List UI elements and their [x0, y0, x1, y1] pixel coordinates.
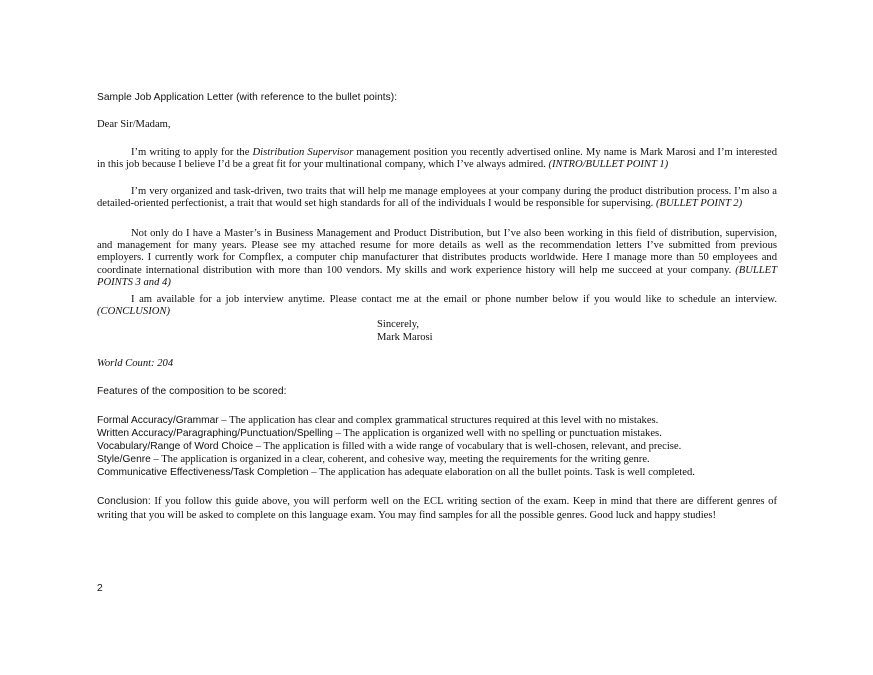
guide-conclusion — [97, 494, 777, 522]
word-count: World Count: 204 — [97, 358, 174, 369]
feature-item — [97, 452, 650, 466]
features-heading: Features of the composition to be scored: — [97, 386, 287, 397]
conclusion-note: (CONCLUSION) — [97, 306, 170, 318]
bullet-point-note-1: (INTRO/BULLET POINT 1) — [548, 159, 669, 171]
paragraph-intro-text-a: I’m writing to apply for the — [131, 147, 253, 158]
feature-text: – The application has adequate elaboration on all the bullet points. Task is well completed. — [308, 467, 695, 478]
feature-label: Style/Genre — [97, 454, 151, 465]
closing: Sincerely, — [377, 319, 419, 330]
feature-label: Communicative Effectiveness/Task Completion — [97, 467, 309, 478]
bullet-point-note-3-4: (BULLET POINTS 3 and 4) — [97, 264, 777, 288]
bullet-point-note-2: (BULLET POINT 2) — [655, 198, 743, 210]
paragraph-intro — [97, 147, 777, 171]
signature-name: Mark Marosi — [377, 332, 433, 343]
paragraph-experience — [97, 228, 777, 289]
feature-label: Formal Accuracy/Grammar — [97, 415, 219, 426]
paragraph-traits — [97, 186, 777, 210]
guide-conclusion-label: Conclusion: — [97, 496, 151, 507]
feature-label: Written Accuracy/Paragraphing/Punctuation/Spelling — [97, 428, 333, 439]
paragraph-traits-text: I’m very organized and task-driven, two traits that will help me manage employees at your company during the product distribution process. I’m also a detailed-oriented perfectionist, a trait that would set high standards for all of the individuals I would be responsible for supervising. — [97, 186, 777, 210]
feature-item — [97, 426, 662, 440]
feature-text: – The application has clear and complex grammatical structures required at this level with no mistakes. — [218, 415, 659, 426]
guide-conclusion-text: If you follow this guide above, you will perform well on the ECL writing section of the exam. Keep in mind that there are different genres of writing that you will be asked to complete on this language exam. You may find samples for all the possible genres. Good luck and happy studies! — [97, 496, 777, 522]
paragraph-experience-text: Not only do I have a Master’s in Business Management and Product Distribution, but I’ve also been working in this field of distribution, supervision, and management for many years. Please see my attached resume for more details as well as the recommendation letters I’ve submitted from previous employers. I currently work for Compflex, a computer chip manufacturer that distributes products worldwide. Here I manage more than 50 employees and coordinate international distribution with more than 100 vendors. My skills and work experience history will help me succeed at your company. — [97, 228, 777, 276]
feature-item — [97, 413, 658, 427]
paragraph-conclusion-letter-text: I am available for a job interview anytime. Please contact me at the email or phone number below if you would like to schedule an interview. — [131, 294, 777, 305]
paragraph-conclusion-letter — [97, 294, 777, 318]
feature-label: Vocabulary/Range of Word Choice — [97, 441, 254, 452]
feature-item — [97, 439, 681, 453]
position-title: Distribution Supervisor — [252, 147, 354, 158]
page-number: 2 — [97, 583, 103, 594]
feature-text: – The application is filled with a wide range of vocabulary that is well-chosen, relevant, and precise. — [253, 441, 682, 452]
feature-text: – The application is organized in a clear, coherent, and cohesive way, meeting the requirements for the writing genre. — [150, 454, 650, 465]
paragraph-intro-text-c: management position you recently advertised online. My name is Mark Marosi and I’m interested in this job because I believe I’d be a great fit for your multinational company, which I’ve always admired. — [97, 147, 777, 171]
document-heading: Sample Job Application Letter (with reference to the bullet points): — [97, 92, 398, 103]
feature-item — [97, 465, 695, 479]
salutation: Dear Sir/Madam, — [97, 119, 171, 130]
feature-text: – The application is organized well with no spelling or punctuation mistakes. — [332, 428, 662, 439]
